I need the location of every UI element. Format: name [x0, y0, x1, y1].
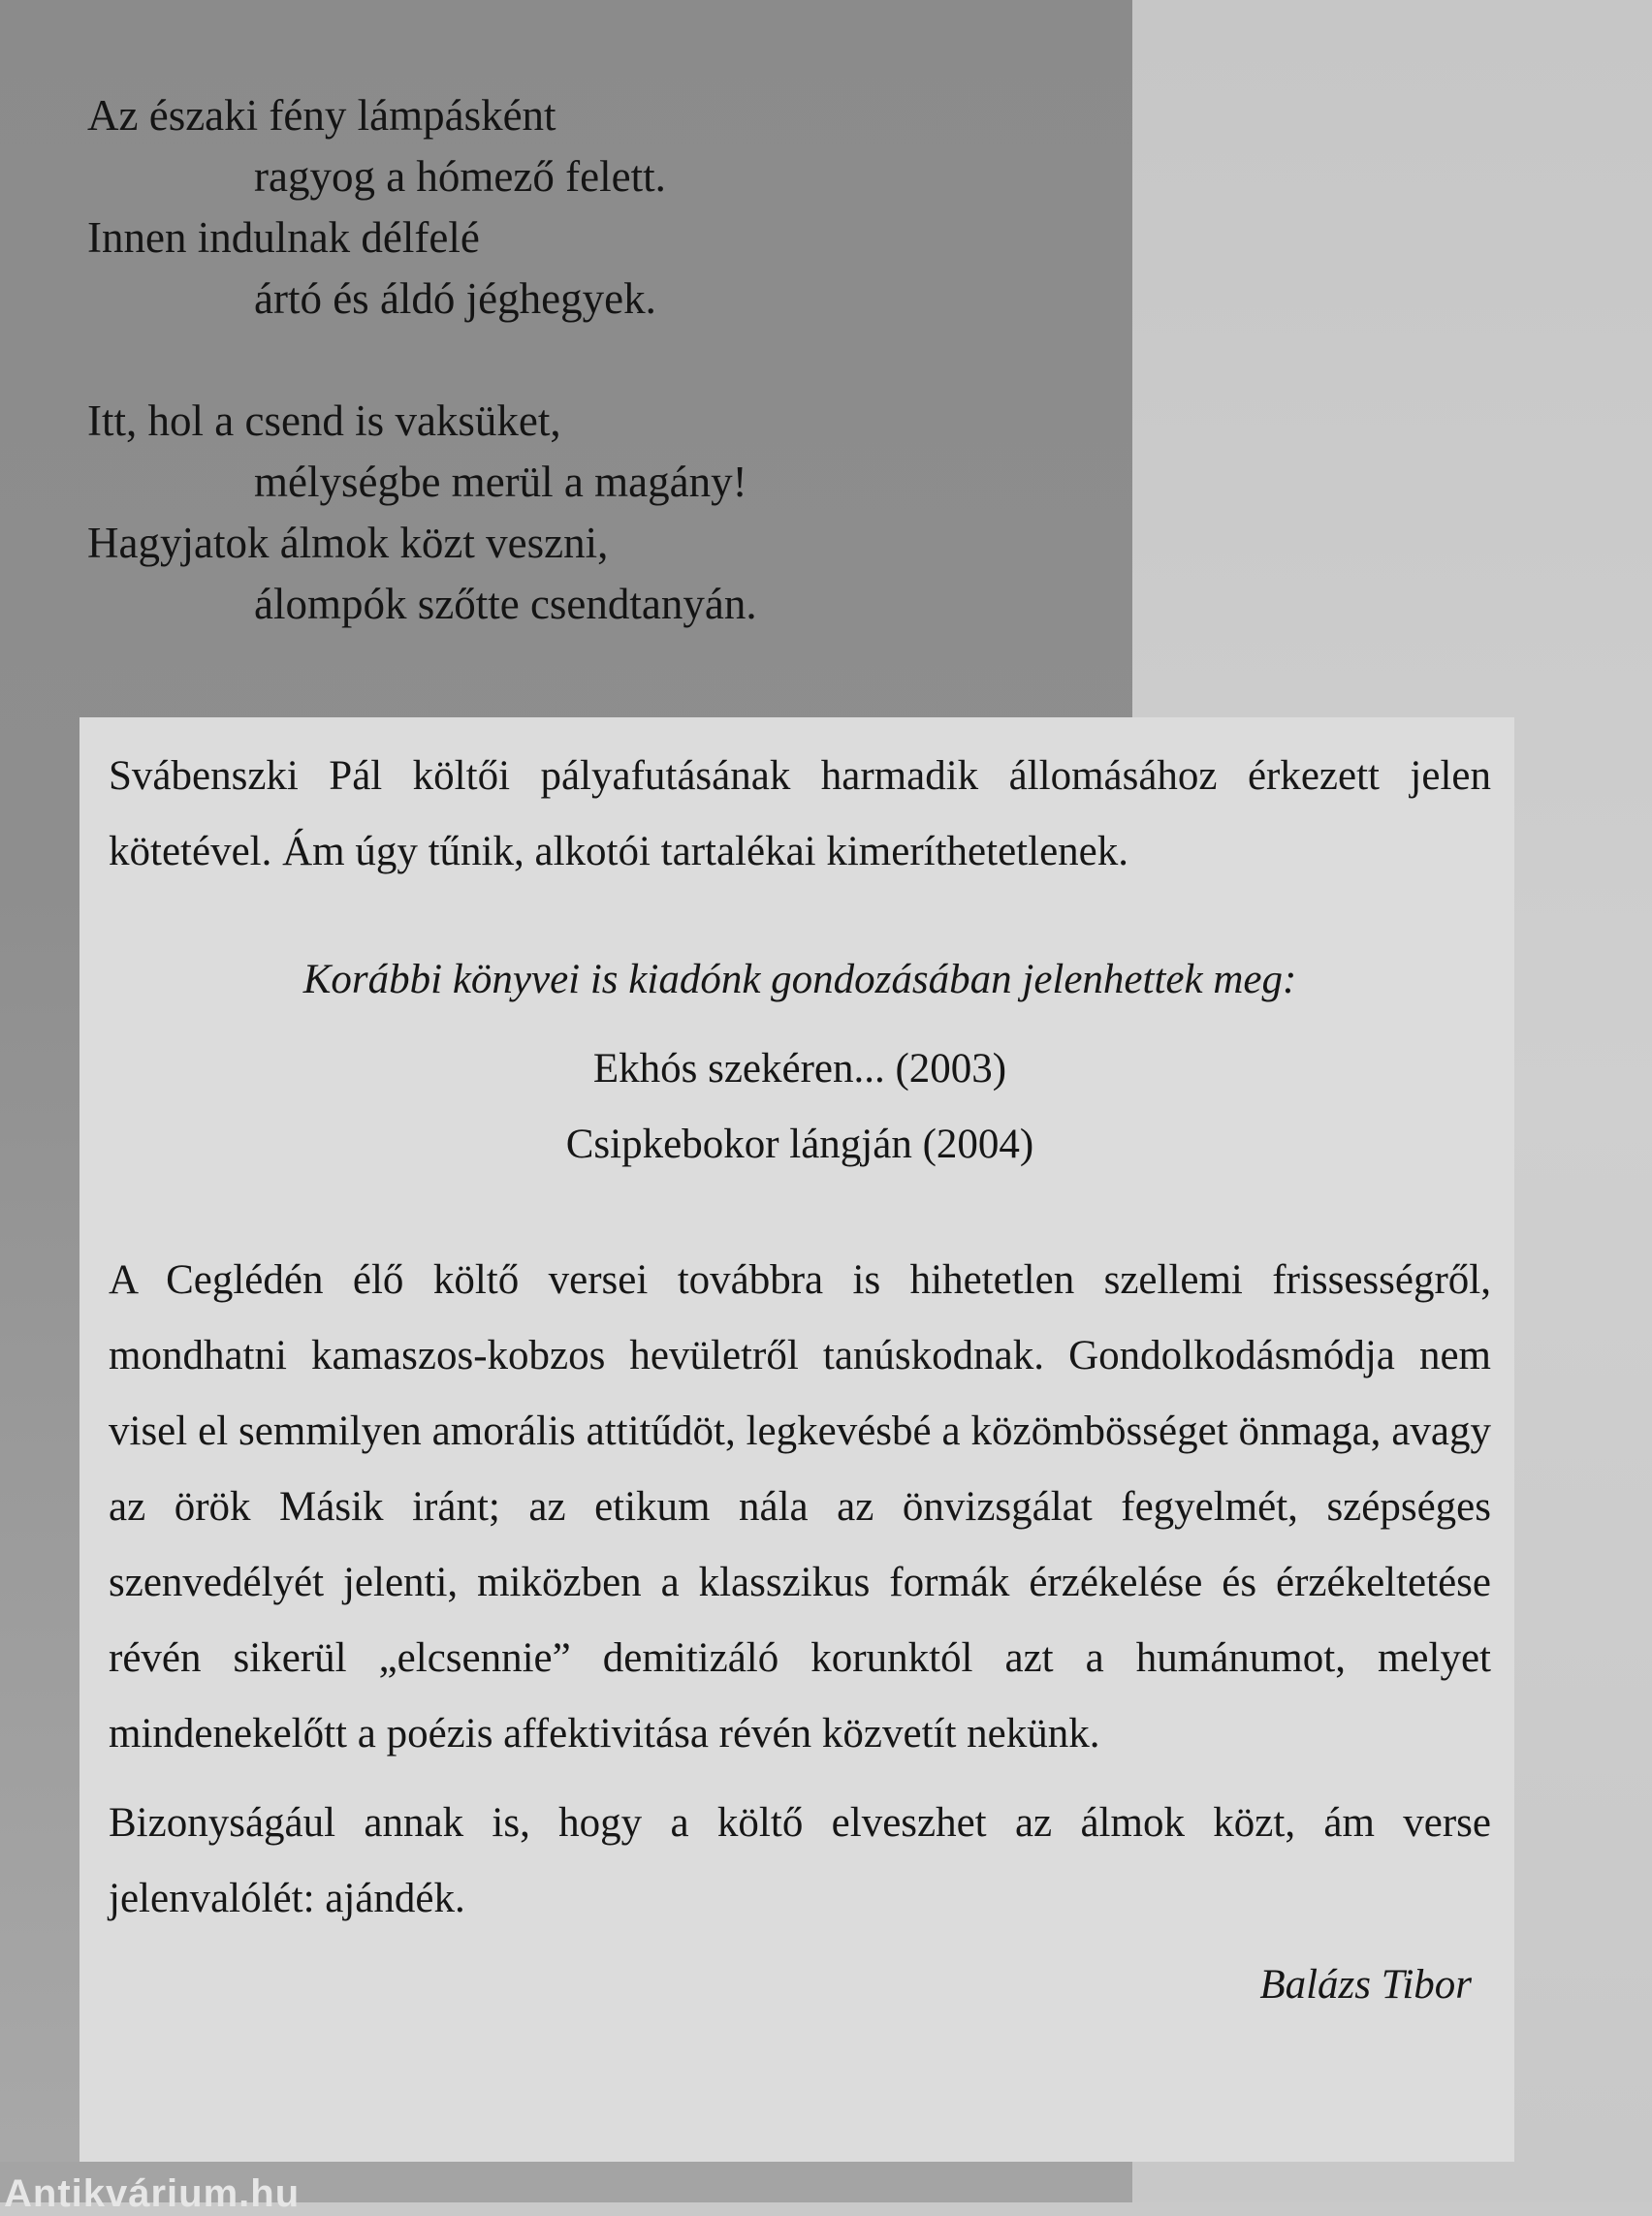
poem-stanza [87, 391, 1115, 635]
previous-books-heading: Korábbi könyvei is kiadónk gondozásában jelenhettek meg: [302, 957, 1297, 1002]
closing-paragraph: Bizonyságául annak is, hogy a költő elveszhet az álmok közt, ám verse jelenvalólét: ajándék. [109, 1800, 1491, 1921]
poem-line: Itt, hol a csend is vaksüket, [87, 396, 561, 445]
author-signature: Balázs Tibor [1259, 1962, 1472, 2008]
poem-line: álompók szőtte csendtanyán. [254, 580, 757, 628]
main-paragraph: A Ceglédén élő költő versei továbbra is hihetetlen szellemi frissességről, mondhatni kamaszos-kobzos hevületről tanúskodnak. Gondolkodásmódja nem visel el semmilyen amorális attitűdöt, legkevésbé a közömbösséget önmaga, avagy az örök Másik iránt; az etikum nála az önvizsgálat fegyelmét, szépséges szenvedélyét jelenti, miközben a klasszikus formák érzékelése és érzékeltetése révén sikerül „elcsennie” demitizáló korunktól azt a humánumot, melyet mindenekelőtt a poézis affektivitása révén közvetít nekünk. [109, 1257, 1491, 1757]
poem-line: Hagyjatok álmok közt veszni, [87, 519, 609, 567]
blurb-card [79, 717, 1514, 2162]
poem-line: Az északi fény lámpásként [87, 91, 556, 140]
intro-paragraph: Svábenszki Pál költői pályafutásának harmadik állomásához érkezett jelen kötetével. Ám úgy tűnik, alkotói tartalékai kimeríthetetlenek. [109, 753, 1491, 874]
previous-books-list [109, 1031, 1491, 1183]
poem-line: ragyog a hómező felett. [254, 152, 666, 201]
watermark: Antikvárium.hu [4, 2172, 301, 2215]
poem-stanza [87, 85, 1115, 330]
poem [87, 85, 1115, 635]
book-title: Ekhós szekéren... (2003) [592, 1046, 1007, 1092]
bottom-band [0, 2162, 1132, 2215]
poem-line: mélységbe merül a magány! [254, 458, 747, 506]
book-title: Csipkebokor lángján (2004) [565, 1122, 1034, 1167]
poem-line: Innen indulnak délfelé [87, 213, 480, 262]
poem-line: ártó és áldó jéghegyek. [254, 274, 656, 323]
